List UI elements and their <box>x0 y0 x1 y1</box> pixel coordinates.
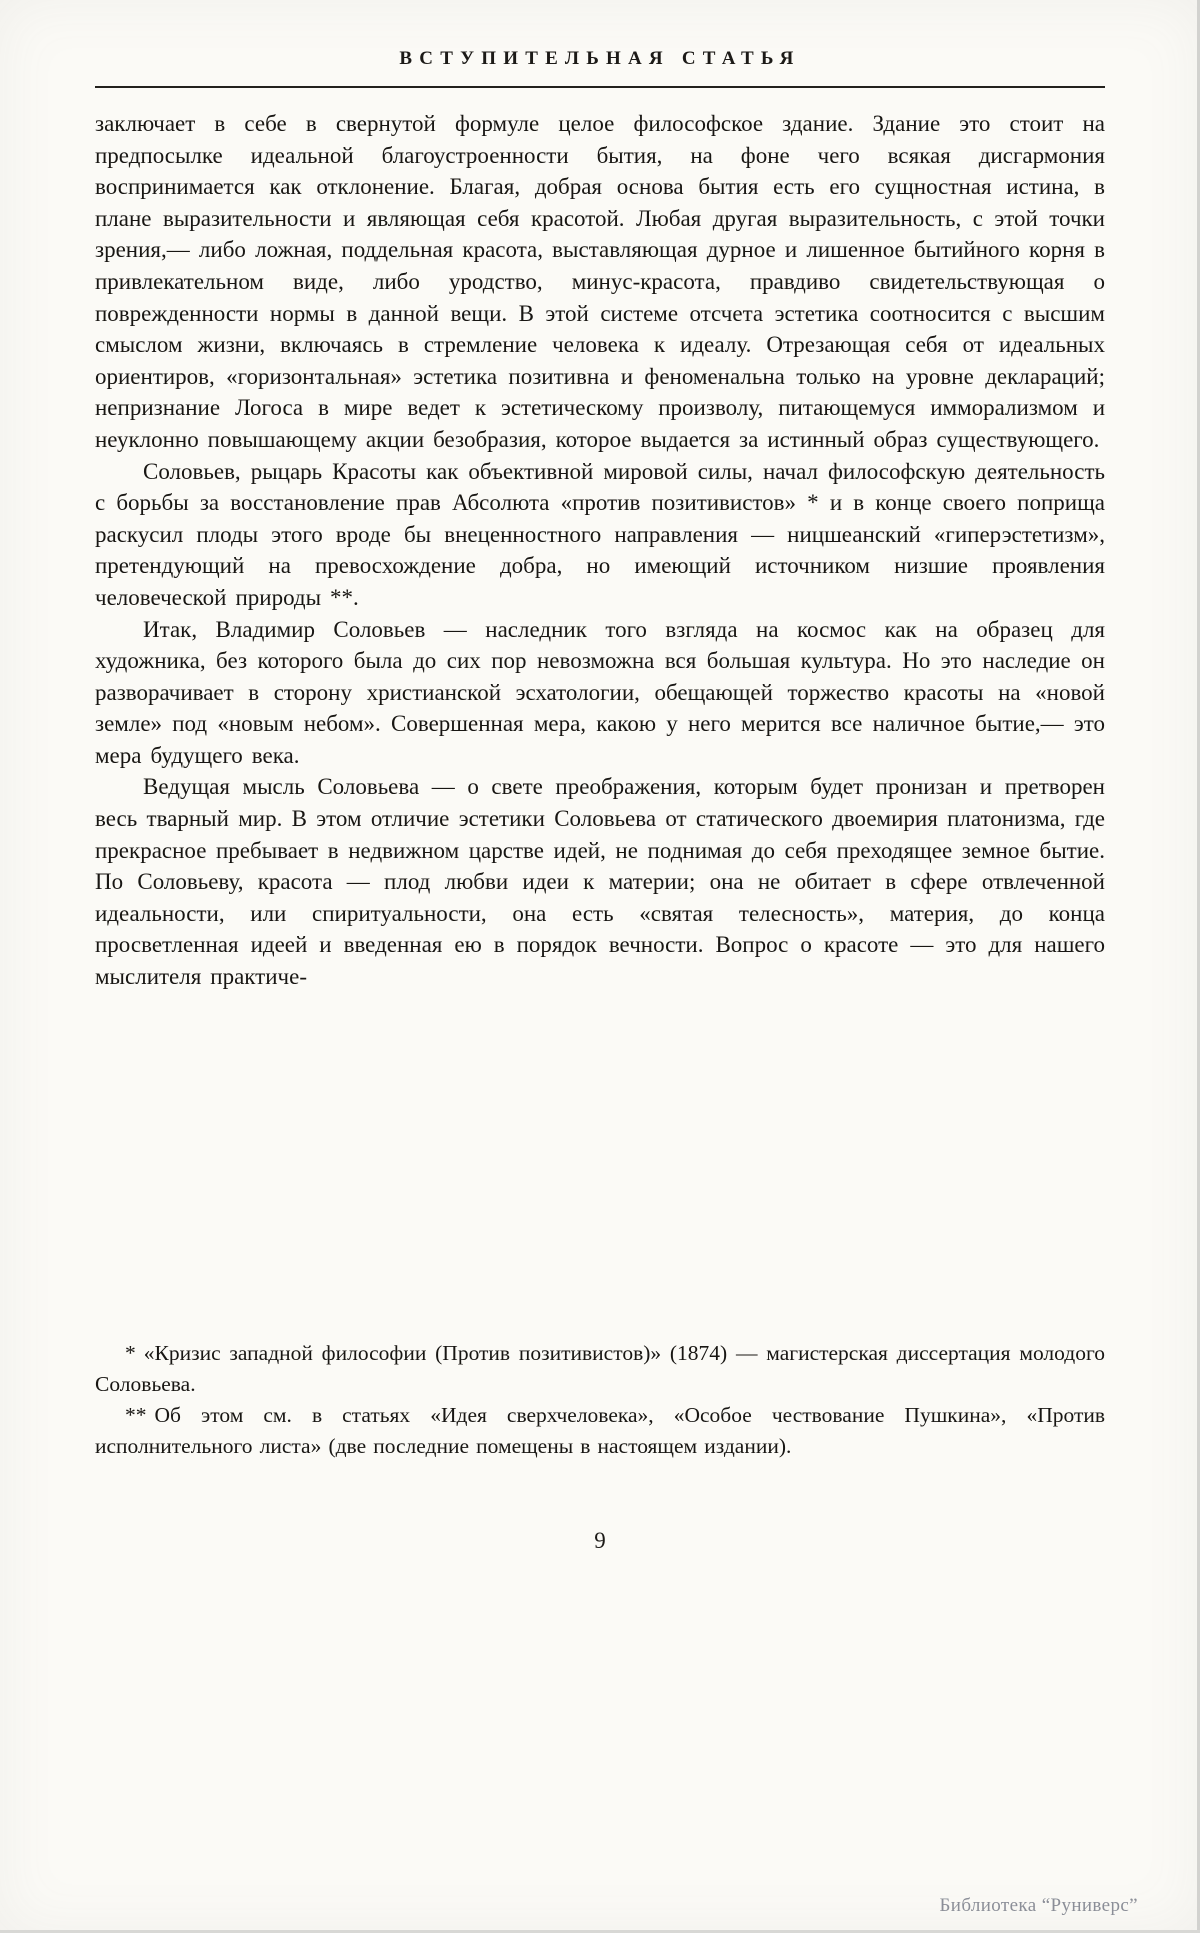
footnote-text: «Кризис западной философии (Против позитивистов)» (1874) — магистерская диссертация молодого Соловьева. <box>95 1341 1105 1396</box>
paragraph: Ведущая мысль Соловьева — о свете преображения, которым будет пронизан и претворен весь тварный мир. В этом отличие эстетики Соловьева от статического двоемирия платонизма, где прекрасное пребывает в недвижном царстве идей, не поднимая до себя преходящее земное бытие. По Соловьеву, красота — плод любви идеи к материи; она не обитает в сфере отвлеченной идеальности, или спиритуальности, она есть «святая телесность», материя, до конца просветленная идеей и введенная ею в порядок вечности. Вопрос о красоте — это для нашего мыслителя практиче- <box>95 774 1105 990</box>
paragraph: Соловьев, рыцарь Красоты как объективной мировой силы, начал философскую деятельность с борьбы за восстановление прав Абсолюта «против позитивистов» * и в конце своего поприща раскусил плоды этого вроде бы внеценностного направления — ницшеанский «гиперэстетизм», претендующий на превосхождение добра, но имеющий источником низшие проявления человеческой природы **. <box>95 458 1105 610</box>
paragraph: Итак, Владимир Соловьев — наследник того взгляда на космос как на образец для художника, без которого была до сих пор невозможна вся большая культура. Но это наследие он разворачивает в сторону христианской эсхатологии, обещающей торжество красоты на «новой земле» под «новым небом». Совершенная мера, какою у него мерится все наличное бытие,— это мера будущего века. <box>95 616 1105 768</box>
footnote <box>95 1338 1105 1400</box>
footnote <box>95 1400 1105 1462</box>
footnote-section <box>95 1338 1105 1462</box>
footnote-marker: ** <box>125 1403 147 1427</box>
footnote-text: Об этом см. в статьях «Идея сверхчеловека», «Особое чествование Пушкина», «Против исполнительного листа» (две последние помещены в настоящем издании). <box>95 1403 1105 1458</box>
footnote-marker: * <box>125 1341 136 1365</box>
header-rule <box>95 86 1105 88</box>
page-number: 9 <box>594 1528 606 1553</box>
paragraph: заключает в себе в свернутой формуле целое философское здание. Здание это стоит на предпосылке идеальной благоустроенности бытия, на фоне чего всякая дисгармония воспринимается как отклонение. Благая, добрая основа бытия есть его сущностная истина, в плане выразительности и являющая себя красотой. Любая другая выразительность, с этой точки зрения,— либо ложная, поддельная красота, выставляющая дурное и лишенное бытийного корня в привлекательном виде, либо уродство, минус-красота, правдиво свидетельствующая о поврежденности нормы в данной вещи. В этой системе отсчета эстетика соотносится с высшим смыслом жизни, включаясь в стремление человека к идеалу. Отрезающая себя от идеальных ориентиров, «горизонтальная» эстетика позитивна и феноменальна только на уровне деклараций; непризнание Логоса в мире ведет к эстетическому произволу, питающемуся имморализмом и неуклонно повышающему акции безобразия, которое выдается за истинный образ существующего. <box>95 111 1105 452</box>
running-head-title: ВСТУПИТЕЛЬНАЯ СТАТЬЯ <box>399 48 801 69</box>
library-watermark: Библиотека “Руниверс” <box>939 1895 1138 1916</box>
page-body-text <box>95 108 1105 993</box>
